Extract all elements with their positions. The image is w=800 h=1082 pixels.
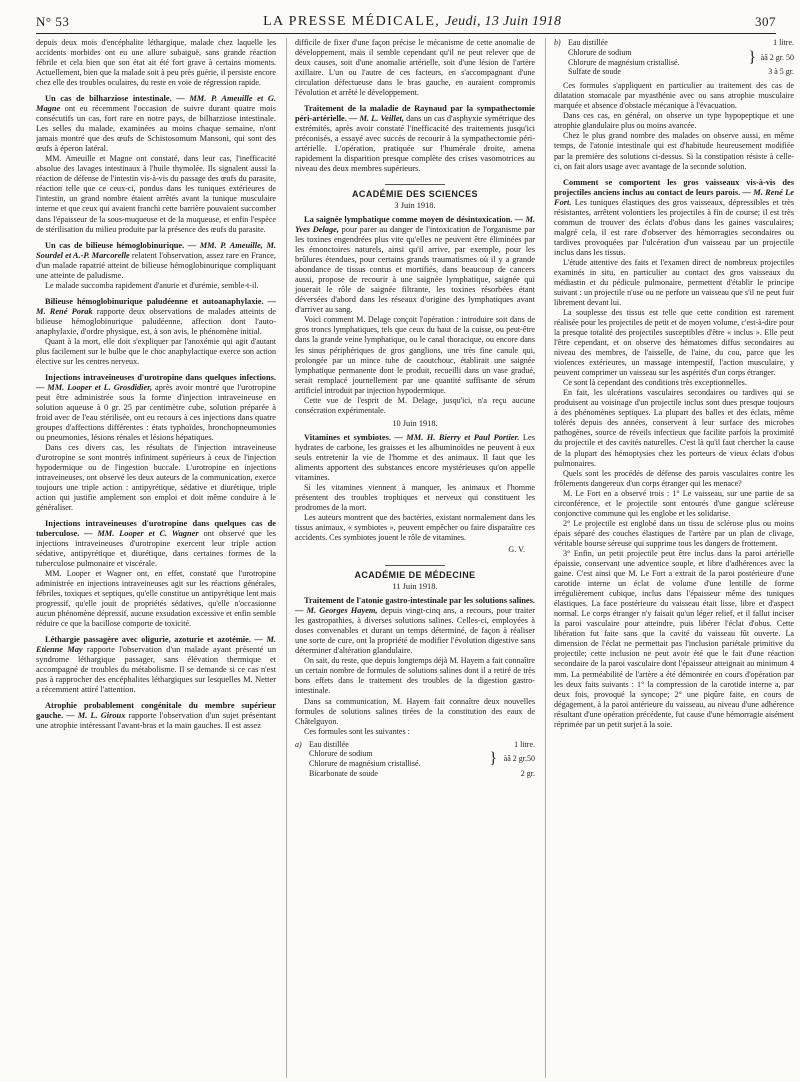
- article-author: — MM. P. Ameuille et G. Magne: [36, 94, 276, 114]
- lead-paragraph: difficile de fixer d'une façon précise le mécanisme de cette anomalie de développement, mais il semble cependant qu'il ne peut relever que de deux causes, soit d'une anomalie artérielle, soit d'une lésion de l'artère axillaire. L'un ou l'autre de ces facteurs, en s'accompagnant d'une circulation défectueuse dans le bras gauche, en auraient compromis l'évolution et arrêté le développement.: [295, 38, 535, 98]
- paragraph: Quant à la mort, elle doit s'expliquer par l'anoxémie qui agit d'autant plus facilement sur le bulbe que le choc anaphylactique exerce son action élective sur les centres nerveux.: [36, 336, 276, 366]
- article-title: Comment se comportent les gros vaisseaux vis-à-vis des projectiles anciens inclus au contact de leurs parois.: [554, 177, 794, 197]
- article-gros-vaisseaux: [554, 178, 794, 730]
- paragraph: Quels sont les procédés de défense des parois vasculaires contre les frôlements dangereux d'un corps étranger qui les menace?: [554, 468, 794, 488]
- paragraph: La souplesse des tissus est telle que cette condition est rarement réalisée pour les projectiles de petit et de moyen volume, c'est-à-dire pour la presque totalité des projectiles susceptibles d'être « inclus ». Elle peut l'être cependant, et on observe des hématomes diffus secondaires au niveau des membres, de l'aisselle, de l'aine, du cou, parce que les violences extérieures, un massage intempestif, l'action musculaire, y peuvent comprimer un vaisseau sur les aspérités d'un corps étranger.: [554, 307, 794, 378]
- formula-quantity: 1 litre.: [773, 38, 794, 47]
- paragraph: Ces formules sont les suivantes :: [304, 726, 410, 736]
- issue-date: Jeudi, 13 Juin 1918: [445, 14, 562, 29]
- article-author: — M. Etienne May: [36, 635, 276, 655]
- section-title: ACADÉMIE DES SCIENCES: [352, 189, 478, 200]
- article-text: après avoir montré que l'urotropine peut être administrée sous la forme d'injection intraveineuse en solution aqueuse à 0 gr. 25 par centimètre cube, solution préparée à froid avec de l'eau stérilisée, ont eu recours à ces injections dans quatre groupes d'affections différentes : états typhoïdes, bronchopneumonies ou pneumonies, lésions rénales et lésions hépatiques.: [36, 382, 276, 442]
- formula-ingredient: Chlorure de magnésium cristallisé.: [309, 759, 421, 769]
- article-atonie: [295, 596, 535, 736]
- paragraph: L'étude attentive des faits et l'examen direct de nombreux projectiles examinés in situ, en particulier au contact des gros vaisseaux du médiastin et du pédicule pulmonaire, permettent d'établir le principe suivant : un projectile n'use ou ne perfore un vaisseau que s'il ne peut fuir librement devant lui.: [554, 257, 794, 307]
- article-text: depuis vingt-cinq ans, a recours, pour traiter les gastropathies, à diverses solutions salines. Celles-ci, employées à doses convenables et durant un temps déterminé, de façon à réaliser une sorte de cure, ont la propriété de modifier l'évolution digestive sans déterminer d'altération glandulaire.: [295, 606, 535, 656]
- article-author: — M. Georges Hayem,: [295, 606, 378, 616]
- article-author: — M. René Porak: [36, 296, 276, 316]
- article-raynaud: [295, 104, 535, 174]
- brace-icon: }: [748, 48, 756, 66]
- article-atrophie: [36, 701, 276, 731]
- section-date-10-juin: [295, 419, 535, 429]
- paragraph: Voici comment M. Delage conçoit l'opération : introduire soit dans de gros troncs lymphatiques, tels que ceux du haut de la cuisse, ou peut-être dans la grande veine lymphatique, ou le canal thoracique, ou encore dans les sinus périphériques de gros ganglions, une très fine canule qui, prolongée par un mince tube de caoutchouc, établirait une saignée lymphatique permanente dont le produit, recueilli dans un vase gradué, serait remplacé journellement par une quantité suffisante de sérum artificiel introduit par injection hypodermique.: [295, 315, 535, 395]
- column-3: [545, 38, 794, 1078]
- paragraph: Ce sont là cependant des conditions très exceptionnelles.: [563, 378, 747, 388]
- signature: G. V.: [508, 545, 525, 555]
- article-author: — MM. P. Ameuille, M. Sourdel et A.-P. Marcorelle: [36, 240, 276, 260]
- formula-b: [554, 38, 794, 77]
- article-title: Bilieuse hémoglobinurique paludéenne et autoanaphylaxie.: [45, 296, 264, 306]
- section-date: 3 Juin 1918.: [394, 201, 436, 211]
- article-urotropine-infections: [36, 373, 276, 513]
- formula-label: b): [554, 38, 561, 47]
- formula-quantity: 2 gr.: [520, 769, 535, 779]
- page-header: [36, 0, 776, 34]
- journal-title: [263, 14, 561, 30]
- paragraph: 3° Enfin, un petit projectile peut être inclus dans la paroi artérielle épaissie, conservant une adventice souple, et libre d'adhérences avec la gaine. C'est ainsi que M. Le Fort a extrait de la paroi postérieure d'une carotide interne un éclat de volume d'une lentille de forme irrégulièrement cubique, inclus dans l'épaisseur même des tuniques élastiques. La face postérieure du vaisseau était lisse, libre et d'aspect normal. Le corps étranger n'y faisait qu'un léger relief, et il fallut inciser la paroi vasculaire pour atteindre, puis libérer l'éclat d'obus. Cette libération fut faite sans que la cavité du vaisseau fût ouverte. La dimension de l'éclat ne permettait pas l'inclusion pariétale primitive du projectile; cette inclusion ne peut avoir été que le fait d'une réaction secondaire de la paroi vasculaire dont l'épaisseur atteignait au minimum 4 mm. La perméabilité de l'artère a été démontrée en cours d'opération par les deux faits suivants : 1° la compression de la carotide interne a, par deux fois, provoqué la syncope; 2° une piqûre faite, en cours de dégagement, à la paroi antérieure du vaisseau, au niveau d'une adhérence résultant d'une opération précédente, fut cause d'une hémorragie aisément réprimée par un petit surjet à la soie.: [554, 548, 794, 729]
- formula-ingredient: Bicarbonate de soude: [309, 769, 378, 779]
- journal-name: LA PRESSE MÉDICALE,: [263, 14, 441, 29]
- section-title: ACADÉMIE DE MÉDECINE: [354, 570, 476, 581]
- article-author: — M. L. Giroux: [66, 711, 126, 721]
- section-rule: [385, 565, 445, 566]
- section-date: 10 Juin 1918.: [392, 418, 438, 428]
- formula-ingredient: Eau distillée: [309, 739, 349, 749]
- article-text: rapporte l'observation d'un malade ayant présenté un syndrome léthargique passager, sans élévation thermique et accompagné de troubles du métabolisme. Il se demande si ce cas n'est pas à rapprocher des encéphalites léthargiques sur lesquelles M. Netter a récemment attiré l'attention.: [36, 645, 276, 695]
- article-title: Traitement de l'atonie gastro-intestinale par les solutions salines.: [304, 596, 535, 606]
- article-title: Léthargie passagère avec oligurie, azoturie et azotémie.: [45, 635, 251, 645]
- article-urotropine-tuberculose: [36, 519, 276, 629]
- paragraph: 2° Le projectile est englobé dans un tissu de sclérose plus ou moins épais séparé des couches élastiques de l'artère par un plan de clivage, véritable bourse séreuse qui supprime tous les dangers de frottement.: [554, 518, 794, 548]
- article-title: Traitement de la maladie de Raynaud par la sympathectomie péri-artérielle.: [295, 104, 535, 124]
- formula-ingredient: Chlorure de magnésium cristallisé.: [568, 57, 680, 67]
- page-number: 307: [755, 14, 776, 29]
- article-text: ont observé que les injections intraveineuses d'urotropine exercent leur triple action sédative, antipyrétique et diurétique, dans certaines formes de la tuberculose pulmonaire et viscérale.: [36, 529, 276, 569]
- article-saignee: [295, 215, 535, 415]
- lead-paragraph: depuis deux mois d'encéphalite léthargique, malade chez laquelle les accidents morbides ont eu une allure subaiguë, sans grande réaction fébrile et cela bien que son état ait été fort grave à certains moments. Actuellement, bien que la malade soit à peu près guérie, il persiste encore chez elle des troubles oculaires, du reste en voie de régression rapide.: [36, 38, 276, 88]
- column-1: [36, 38, 276, 1078]
- formula-quantity: àâ 2 gr. 50: [760, 52, 794, 62]
- article-title: Un cas de bilieuse hémoglobinurique.: [45, 240, 185, 250]
- article-text: rapporte deux observations de malades atteints de bilieuse hémoglobinurique paludéenne, affection dont l'auto-anaphylaxie, d'ordre physique, est, à son avis, le phénomène initial.: [36, 306, 276, 336]
- article-author: — M. Yves Delage,: [295, 215, 535, 235]
- paragraph: On sait, du reste, que depuis longtemps déjà M. Hayem a fait connaître un certain nombre de formules de solutions salines dont il a retiré de très bons effets dans le traitement des troubles de la digestion gastro-intestinale.: [295, 656, 535, 696]
- article-text: relatent l'observation, assez rare en France, d'un malade rapatrié atteint de bilieuse hémoglobinurique compliquant une atteinte de paludisme.: [36, 250, 276, 280]
- article-title: La saignée lymphatique comme moyen de désintoxication.: [304, 215, 513, 225]
- paragraph: Chez le plus grand nombre des malades on observe aussi, en même temps, de l'atonie intestinale qui est d'habitude heureusement modifiée par la première des solutions ci-dessus. Si la constipation résiste à celle-ci, on fait alors usage avec avantage de la seconde solution.: [554, 131, 794, 171]
- article-author: — MM. Looper et L. Grosdidier,: [36, 382, 153, 392]
- article-text: rapporte l'observation d'un sujet présentant une atrophie intéressant l'avant-bras et la main gauches. Il est assez: [36, 711, 276, 731]
- paragraph: Le malade succomba rapidement d'anurie et d'urémie, semble-t-il.: [45, 280, 259, 290]
- brace-icon: }: [489, 750, 497, 768]
- section-rule: [385, 184, 445, 185]
- paragraph: Dans ces cas, en général, on observe un type hypopeptique et une atrophie glandulaire plus ou moins avancée.: [554, 111, 794, 131]
- paragraph: Ces formules s'appliquent en particulier au traitement des cas de dilatation stomacale par myasthénie avec ou sans atrophie musculaire marquée et absence d'obstacle mécanique à l'évacuation.: [554, 81, 794, 111]
- paragraph: Si les vitamines viennent à manquer, les animaux et l'homme présentent des troubles trophiques et nerveux qui constituent les prodromes de la mort.: [295, 482, 535, 512]
- formula-ingredient: Chlorure de sodium: [309, 749, 373, 759]
- section-academie-medecine: [295, 561, 535, 592]
- article-lethargie: [36, 635, 276, 695]
- paragraph: En fait, les ulcérations vasculaires secondaires ou tardives qui se produisent au voisinage d'un projectile inclus sont dues presque toujours à des phénomènes septiques. La plupart des balles et des éclats, même tolérés depuis des années, conservent à leur surface des microbes pathogènes, source de réveils infectieux que facilite parfois la proximité du projectile et des cavités naturelles. C'est là qu'il faut chercher la cause de la plupart des hémoptysies chez les porteurs de vieux éclats d'obus pulmonaires.: [554, 388, 794, 468]
- article-title: Vitamines et symbiotes.: [304, 432, 391, 442]
- article-text: pour parer au danger de l'intoxication de l'organisme par les toxines engendrées plus vite qu'elles ne peuvent être éliminées par les émonctoires naturels, ainsi qu'il arrive, par exemple, pour les brûlures étendues, pour certains grands traumatismes où il y a grande abondance de tissus contus et mortifiés, dans beaucoup de cancers aussi, propose de recourir à une saignée lymphatique, saignée qui jouerait le rôle de saignée filtrante, les toxines résorbées étant déversées d'abord dans les réseaux d'origine des lymphatiques avant d'arriver au sang.: [295, 225, 535, 315]
- paragraph: Cette vue de l'esprit de M. Delage, jusqu'ici, n'a reçu aucune consécration expérimentale.: [295, 395, 535, 415]
- article-author: — M. René Le Fort.: [554, 187, 794, 207]
- formula-ingredient: Eau distillée: [568, 38, 608, 47]
- article-text: ont eu récemment l'occasion de suivre durant quatre mois consécutifs un cas, fort rare en notre pays, de bilharziose intestinale. Les selles du malade, examinées au moins chaque semaine, n'ont jamais montré que des œufs de Schistosomum Mansoni, qui sont des œufs à éperon latéral.: [36, 104, 276, 154]
- article-text: dans un cas d'asphyxie symétrique des extrémités, après avoir constaté l'inefficacité des traitements jusqu'ici préconisés, a essayé avec succès de recourir à la sympathectomie péri-artérielle. L'opération, pratiquée sur l'humérale droite, amena rapidement la disparition presque complète des crises vasomotrices au niveau des deux membres supérieurs.: [295, 114, 535, 174]
- article-text: Les hydrates de carbone, les graisses et les albuminoïdes ne peuvent à eux seuls entretenir la vie de l'homme et des animaux. Il faut que les aliments apportent des substances encore mystérieuses qu'on appelle vitamines.: [295, 432, 535, 482]
- formula-quantity: àâ 2 gr.50: [503, 754, 535, 764]
- article-title: Injections intraveineuses d'urotropine dans quelques infections.: [45, 372, 276, 382]
- article-title: Injections intraveineuses d'urotropine dans quelques cas de tuberculose.: [36, 519, 276, 539]
- article-title: Un cas de bilharziose intestinale.: [45, 94, 172, 104]
- paragraph: MM. Looper et Wagner ont, en effet, constaté que l'urotropine administrée en injections intraveineuses agit sur les réactions générales, fébriles, toxiques et septiques, qu'elle constitue un antipyrétique lent mais progressif, qu'elle jouit de propriétés sédatives, qu'elle n'occasionne aucun phénomène dépressif, aucune exsudation excessive et enfin semble réduire ce que la bacillose comporte de toxicité.: [36, 569, 276, 629]
- section-date: 11 Juin 1918.: [392, 582, 438, 592]
- formula-ingredient: Sulfate de soude: [568, 67, 621, 77]
- paragraph: Les auteurs montrent que des bactéries, existant normalement dans les tissus animaux, « symbiotes », peuvent empêcher ou faire disparaître ces accidents. Ces symbiotes jouent le rôle de vitamines.: [295, 513, 535, 543]
- paragraph: MM. Ameuille et Magne ont constaté, dans leur cas, l'inefficacité absolue des lavages intestinaux à l'huile thymolée. Ils signalent aussi la réaction de défense de l'intestin vis-à-vis du passage des œufs du parasite, réaction telle que ce ceux-ci, pondus dans les tuniques extérieures de l'intestin, un grand nombre étaient arrêtés avant la tunique musculaire interne et que ceux qui avaient franchi cette barrière pouvaient succomber dans l'épaisseur de la sous-muqueuse et de la muqueuse, et enfin l'espèce de stérilisation du milieu produite par la présence des œufs du parasite.: [36, 154, 276, 234]
- article-bilharziose: [36, 94, 276, 234]
- paragraph: Dans ces divers cas, les résultats de l'injection intraveineuse d'urotropine se sont montrés infiniment supérieurs à ceux de l'injection hypodermique ou de l'ingestion buccale. L'urotropine en injections intraveineuses, ont observé les deux auteurs de la communication, exerce toujours une triple action : antipyrétique, sédative et diurétique, triple action qui justifie amplement son emploi et doit même conduire à le généraliser.: [36, 442, 276, 513]
- formula-quantity: 1 litre.: [514, 739, 535, 749]
- formula-a: [295, 740, 535, 779]
- article-text: Les tuniques élastiques des gros vaisseaux, dépressibles et très résistantes, arrêtent volontiers les projectiles à fin de course; il est très commun de trouver des éclats d'obus dans les gaines vasculaires; malgré cela, il est rare d'observer des hémorragies secondaires ou tardives provoquées par l'ulcération d'un vaisseau par un projectile inclus dans les tissus.: [554, 197, 794, 257]
- article-author: — MM. Looper et C. Wagner: [84, 529, 199, 539]
- paragraph: M. Le Fort en a observé trois : 1° Le vaisseau, sur une partie de sa circonférence, et le projectile sont entourés d'une gangue scléreuse conjonctive commune qui les englobe et les solidarise.: [554, 488, 794, 518]
- article-author: — M. L. Veillet,: [348, 114, 404, 124]
- issue-number: N° 53: [36, 14, 70, 29]
- article-author: — MM. H. Bierry et Paul Portier.: [394, 432, 520, 442]
- article-title: Atrophie probablement congénitale du membre supérieur gauche.: [36, 701, 276, 721]
- column-2: [286, 38, 535, 1078]
- formula-label: a): [295, 739, 302, 749]
- section-academie-sciences: [295, 180, 535, 211]
- article-anaphylaxie: [36, 297, 276, 367]
- formula-ingredient: Chlorure de sodium: [568, 47, 632, 57]
- article-bilieuse: [36, 241, 276, 291]
- paragraph: Dans sa communication, M. Hayem fait connaître deux nouvelles formules de solutions salines tirées de la constitution des eaux de Châtelguyon.: [295, 696, 535, 726]
- article-vitamines: [295, 433, 535, 555]
- formula-quantity: 3 à 5 gr.: [768, 67, 794, 77]
